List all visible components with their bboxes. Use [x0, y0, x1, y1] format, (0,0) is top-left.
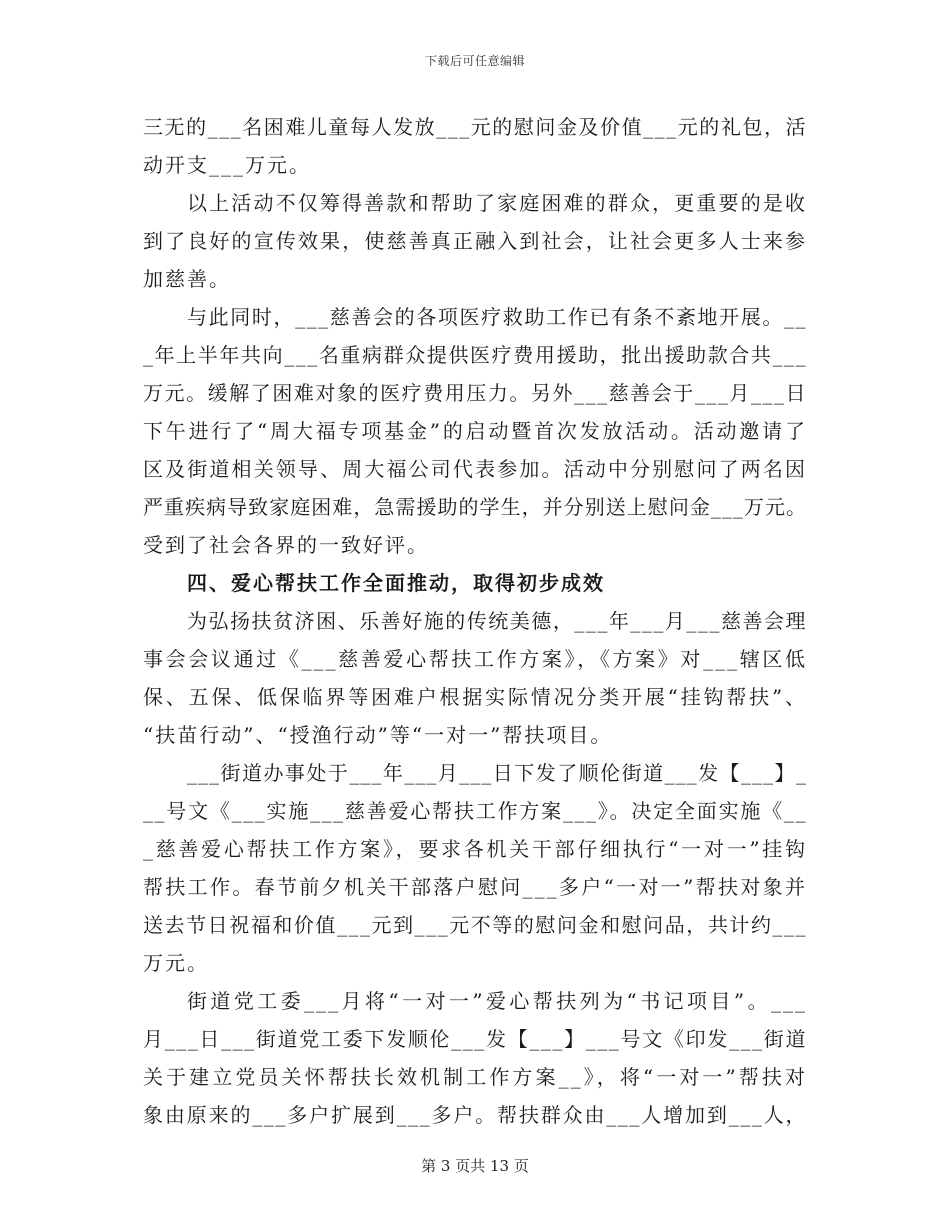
- section-heading: 四、爱心帮扶工作全面推动，取得初步成效: [187, 571, 605, 595]
- text-line: “扶苗行动”、“授渔行动”等“一对一”帮扶项目。: [143, 723, 613, 747]
- text-line: 关于建立党员关怀帮扶长效机制工作方案__》，将“一对一”帮扶对: [143, 1065, 807, 1089]
- text-line: 与此同时，___慈善会的各项医疗救助工作已有条不紊地开展。__: [187, 305, 807, 329]
- text-line: 街道党工委___月将“一对一”爱心帮扶列为“书记项目”。___: [187, 989, 807, 1013]
- text-line: 加慈善。: [143, 267, 231, 291]
- text-line: 到了良好的宣传效果，使慈善真正融入到社会，让社会更多人士来参: [143, 229, 807, 253]
- text-line: 下午进行了“周大福专项基金”的启动暨首次发放活动。活动邀请了: [143, 419, 807, 443]
- text-line: 万元。: [143, 951, 209, 975]
- text-line: 为弘扬扶贫济困、乐善好施的传统美德，___年___月___慈善会理: [187, 609, 807, 633]
- text-line: 保、五保、低保临界等困难户根据实际情况分类开展“挂钩帮扶”、: [143, 685, 807, 709]
- text-line: 以上活动不仅筹得善款和帮助了家庭困难的群众，更重要的是收: [187, 191, 807, 215]
- text-line: 象由原来的___多户扩展到___多户。帮扶群众由___人增加到___人，: [143, 1103, 807, 1127]
- page-number: 第 3 页共 13 页: [421, 1157, 529, 1175]
- text-line: 送去节日祝福和价值___元到___元不等的慰问金和慰问品，共计约___: [143, 913, 807, 937]
- text-line: 月___日___街道党工委下发顺伦___发【___】___号文《印发___街道: [143, 1027, 807, 1051]
- text-line: 受到了社会各界的一致好评。: [143, 533, 429, 557]
- text-line: __号文《___实施___慈善爱心帮扶工作方案___》。决定全面实施《__: [143, 799, 807, 823]
- text-line: 事会会议通过《___慈善爱心帮扶工作方案》，《方案》对___辖区低: [143, 647, 807, 671]
- document-body: [143, 108, 807, 1134]
- text-line: _年上半年共向___名重病群众提供医疗费用援助，批出援助款合共___: [143, 343, 807, 367]
- text-line: 严重疾病导致家庭困难，急需援助的学生，并分别送上慰问金___万元。: [143, 495, 807, 519]
- text-line: 万元。缓解了困难对象的医疗费用压力。另外___慈善会于___月___日: [143, 381, 807, 405]
- page-header: 下载后可任意编辑: [424, 54, 525, 68]
- text-line: _慈善爱心帮扶工作方案》，要求各机关干部仔细执行“一对一”挂钩: [143, 837, 807, 861]
- text-line: 三无的___名困难儿童每人发放___元的慰问金及价值___元的礼包，活: [143, 115, 807, 139]
- text-line: 帮扶工作。春节前夕机关干部落户慰问___多户“一对一”帮扶对象并: [143, 875, 807, 899]
- text-line: 区及街道相关领导、周大福公司代表参加。活动中分别慰问了两名因: [143, 457, 807, 481]
- text-line: ___街道办事处于___年___月___日下发了顺伦街道___发【___】_: [187, 761, 807, 785]
- text-line: 动开支___万元。: [143, 153, 311, 177]
